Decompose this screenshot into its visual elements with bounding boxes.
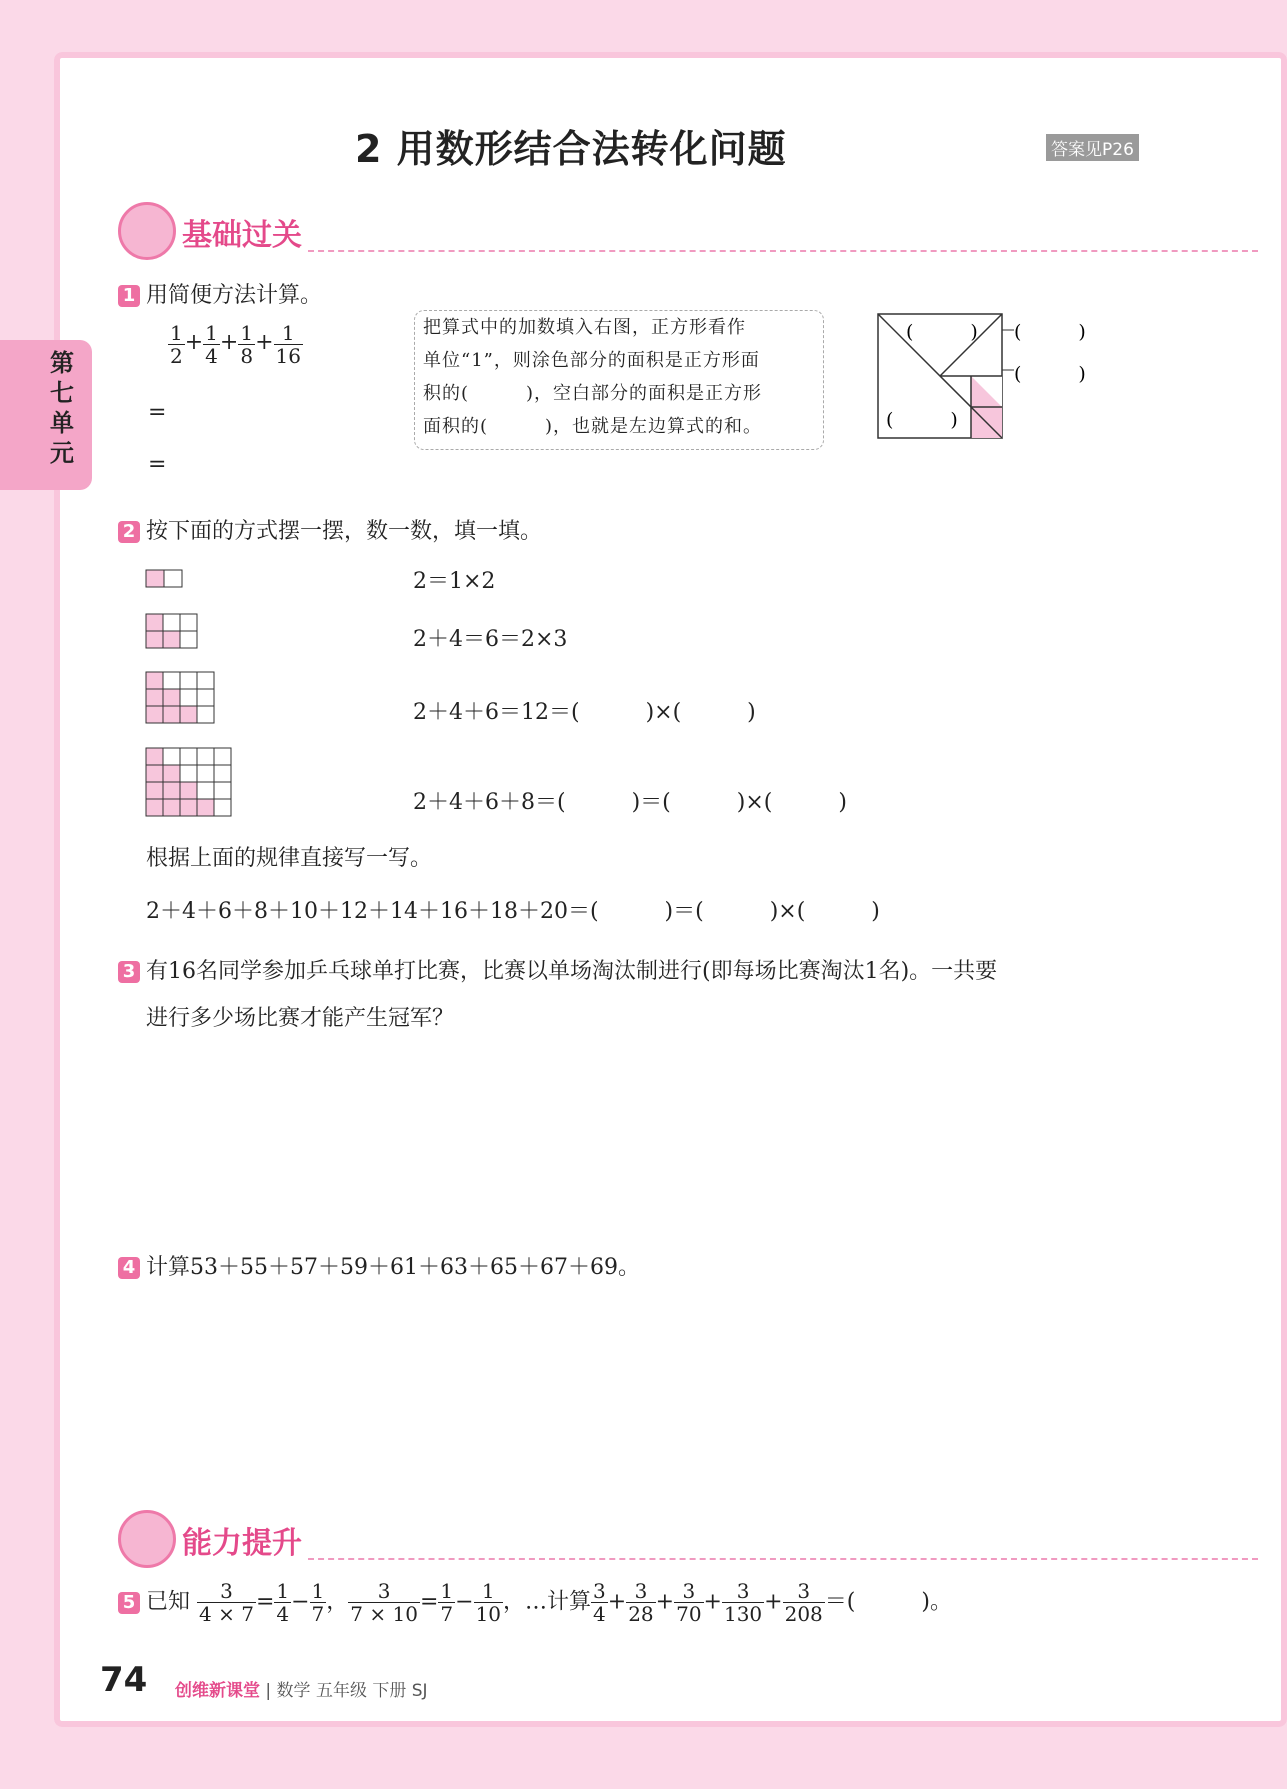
question-number: 2: [118, 521, 140, 543]
q1-hint-box: [414, 310, 824, 450]
equals-sign: =: [255, 1589, 275, 1615]
question-3-continued: 进行多少场比赛才能产生冠军？: [146, 1006, 455, 1031]
plus-sign: +: [703, 1589, 722, 1615]
question-text: 用简便方法计算。: [146, 283, 323, 308]
fraction: $\frac{1}{10}$: [475, 1579, 502, 1626]
fraction: $\frac{1}{7}$: [440, 1579, 454, 1626]
hint-line: 积的( )，空白部分的面积是正方形: [423, 383, 763, 404]
question-4-prompt: [118, 1250, 640, 1281]
question-text: 按下面的方式摆一摆，数一数，填一填。: [146, 519, 543, 544]
fraction: $\frac{3}{130}$: [723, 1579, 763, 1626]
question-3-prompt: [118, 954, 997, 985]
question-2-prompt: [118, 514, 542, 545]
minus-sign: −: [455, 1589, 474, 1615]
fraction: $\frac{1}{7}$: [311, 1579, 325, 1626]
fraction: $\frac{1}{4}$: [276, 1579, 290, 1626]
section-divider: [308, 250, 1258, 252]
fraction: $\frac{3}{4}$: [593, 1579, 606, 1626]
question-text: ，…计算: [503, 1589, 592, 1615]
pattern-equation: 2＝1×2: [413, 569, 496, 594]
plus-sign: +: [219, 330, 239, 355]
fraction: $\frac{3}{208}$: [784, 1579, 823, 1626]
page-number: 74: [100, 1660, 148, 1700]
question-number: 5: [118, 1592, 140, 1614]
section-title-basic: 基础过关: [182, 218, 302, 253]
rule-equation: 2＋4＋6＋8＋10＋12＋14＋16＋18＋20＝( )＝( )×( ): [146, 899, 880, 924]
fig-label: ( ): [906, 321, 978, 343]
answer-line-equals: =: [148, 452, 167, 477]
question-5-prompt: [118, 1580, 952, 1625]
plus-sign: +: [607, 1589, 627, 1615]
pattern-equation: 2＋4＋6＋8＝( )＝( )×( ): [413, 790, 847, 815]
fig-label: ( ): [1014, 363, 1086, 385]
grid-4x5: [146, 748, 231, 816]
plus-sign: +: [764, 1589, 783, 1615]
q1-expression: [168, 322, 303, 367]
unit-label: 第七单元: [50, 349, 74, 467]
answer-reference-badge: 答案见P26: [1046, 134, 1139, 161]
fig-label: ( ): [1014, 321, 1086, 343]
brand-name: 创维新课堂: [175, 1681, 260, 1701]
square-partition-figure: [874, 310, 1134, 440]
fraction: $\frac{1}{2}$: [170, 321, 183, 368]
question-text: 计算53＋55＋57＋59＋61＋63＋65＋67＋69。: [146, 1255, 640, 1280]
fraction: $\frac{1}{16}$: [275, 321, 301, 368]
comma: ，: [326, 1589, 349, 1615]
question-number: 4: [118, 1257, 140, 1279]
question-1-prompt: [118, 278, 322, 309]
unit-side-tab: [0, 340, 92, 490]
minus-sign: −: [291, 1589, 310, 1615]
hint-line: 单位“1”，则涂色部分的面积是正方形面: [423, 350, 760, 371]
pattern-equation: 2＋4＋6＝12＝( )×( ): [413, 700, 756, 725]
question-number: 1: [118, 285, 140, 307]
fraction: $\frac{3}{70}$: [676, 1579, 702, 1626]
equals-sign: =: [419, 1589, 439, 1615]
book-info: | 数学 五年级 下册 SJ: [265, 1681, 428, 1701]
hint-line: 把算式中的加数填入右图，正方形看作: [423, 317, 746, 338]
monkey-mascot-icon: [118, 1510, 176, 1568]
fraction: $\frac{3}{28}$: [628, 1579, 654, 1626]
fraction: $\frac{1}{4}$: [205, 321, 218, 368]
question-text: 有16名同学参加乒乓球单打比赛，比赛以单场淘汰制进行(即每场比赛淘汰1名)。一共要: [146, 959, 998, 984]
hint-line: 面积的( )，也就是左边算式的和。: [423, 416, 763, 437]
grid-patterns: [144, 566, 244, 826]
answer-blank: ＝( )。: [824, 1589, 952, 1615]
fraction: $\frac{3}{7 \times 10}$: [350, 1579, 418, 1626]
question-text: 已知: [146, 1589, 191, 1615]
grid-3x4: [146, 672, 214, 723]
question-number: 3: [118, 961, 140, 983]
pattern-equation: 2＋4＝6＝2×3: [413, 627, 568, 652]
page-title: 2 用数形结合法转化问题: [355, 127, 787, 171]
plus-sign: +: [655, 1589, 675, 1615]
answer-line-equals: =: [148, 400, 167, 425]
fig-label: ( ): [886, 409, 958, 431]
section-divider: [308, 1558, 1258, 1560]
plus-sign: +: [184, 330, 204, 355]
fraction: $\frac{3}{4 \times 7}$: [199, 1579, 254, 1626]
rule-prompt: 根据上面的规律直接写一写。: [146, 846, 433, 871]
grid-2x3: [146, 614, 197, 648]
section-title-advanced: 能力提升: [182, 1526, 302, 1561]
grid-1x2: [146, 570, 182, 587]
monkey-mascot-icon: [118, 202, 176, 260]
fraction: $\frac{1}{8}$: [240, 321, 254, 368]
footer-info: [175, 1676, 428, 1701]
plus-sign: +: [255, 330, 274, 355]
